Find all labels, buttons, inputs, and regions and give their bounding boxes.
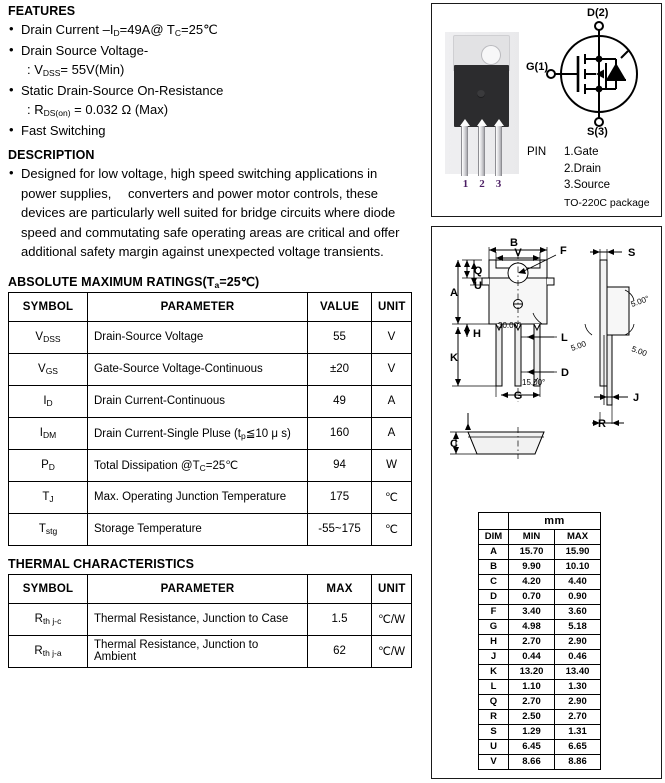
cell-value: 49	[308, 385, 372, 417]
table-row	[9, 321, 412, 353]
cell-value: 94	[308, 449, 372, 481]
cell-value: 62	[308, 635, 372, 667]
dimension-table-corner	[479, 513, 509, 530]
column-header: SYMBOL	[9, 292, 88, 321]
package-outline-drawing	[432, 227, 661, 507]
dimension-row	[479, 620, 601, 635]
column-header: UNIT	[372, 574, 412, 603]
dimension-min: 3.40	[509, 605, 555, 620]
dim-letter-U: U	[474, 280, 482, 292]
cell-unit: ℃/W	[372, 635, 412, 667]
dimension-max: 1.30	[555, 680, 601, 695]
pin-label: PIN	[527, 146, 547, 158]
schematic-gate-label: G(1)	[526, 61, 548, 73]
dimension-max: 2.70	[555, 710, 601, 725]
cell-parameter: Drain Current-Continuous	[88, 385, 308, 417]
dimension-letter: J	[479, 650, 509, 665]
cell-symbol: $P_D$	[9, 449, 88, 481]
cell-value: 160	[308, 417, 372, 449]
dim-letter-Q: Q	[473, 265, 483, 277]
column-header: VALUE	[308, 292, 372, 321]
dimension-letter: V	[479, 755, 509, 770]
package-dimple	[477, 90, 485, 98]
cell-symbol: $V_{GS}$	[9, 353, 88, 385]
cell-unit: ℃	[372, 513, 412, 545]
dimension-table-container	[478, 512, 601, 770]
dim-letter-G: G	[513, 390, 523, 402]
dimension-min: 0.44	[509, 650, 555, 665]
package-lead-3	[495, 124, 502, 176]
dimension-row	[479, 755, 601, 770]
dimension-min: 2.50	[509, 710, 555, 725]
dimension-letter: C	[479, 575, 509, 590]
dimension-min: 6.45	[509, 740, 555, 755]
dimension-row	[479, 545, 601, 560]
package-and-symbol-panel	[431, 3, 662, 217]
table-row	[9, 481, 412, 513]
description-heading: DESCRIPTION	[8, 148, 95, 162]
dimension-letter: B	[479, 560, 509, 575]
dimension-min: 15.70	[509, 545, 555, 560]
cell-parameter: Storage Temperature	[88, 513, 308, 545]
dim-letter-J: J	[633, 392, 640, 404]
table-header-row	[9, 574, 412, 603]
cell-unit: ℃/W	[372, 603, 412, 635]
dimension-max: 13.40	[555, 665, 601, 680]
cell-symbol: $T_{stg}$	[9, 513, 88, 545]
schematic-drain-label: D(2)	[587, 7, 609, 19]
feature-item: • Static Drain-Source On-Resistance	[8, 81, 416, 100]
cell-unit: ℃	[372, 481, 412, 513]
table-row	[9, 603, 412, 635]
pin-assignment-block	[527, 144, 665, 211]
dim-letter-V: V	[514, 247, 522, 259]
package-lead-2	[478, 124, 485, 176]
dimension-letter: D	[479, 590, 509, 605]
dim-letter-B: B	[510, 237, 518, 249]
dimension-max: 6.65	[555, 740, 601, 755]
pin-list	[527, 144, 665, 194]
dimension-letter: K	[479, 665, 509, 680]
pin-number-2: 2	[479, 178, 485, 190]
dimension-row	[479, 740, 601, 755]
table-row	[9, 449, 412, 481]
absolute-max-ratings-heading: ABSOLUTE MAXIMUM $RATINGS(T_a=25℃)$	[8, 274, 260, 290]
dimension-letter: F	[479, 605, 509, 620]
schematic-source-label: S(3)	[587, 126, 608, 138]
dimension-letter: U	[479, 740, 509, 755]
dim-letter-D: D	[561, 367, 569, 379]
column-header: SYMBOL	[9, 574, 88, 603]
cell-symbol: $T_J$	[9, 481, 88, 513]
dimension-min: 4.98	[509, 620, 555, 635]
dimension-table-header-row	[479, 530, 601, 545]
cell-parameter: Gate-Source Voltage-Continuous	[88, 353, 308, 385]
mosfet-schematic-symbol	[524, 6, 663, 142]
package-lead-1	[461, 124, 468, 176]
cell-parameter: Total Dissipation $@T_C=25℃$	[88, 449, 308, 481]
cell-parameter: Max. Operating Junction Temperature	[88, 481, 308, 513]
dimension-row	[479, 665, 601, 680]
dimension-letter: A	[479, 545, 509, 560]
dimension-row	[479, 635, 601, 650]
table-header-row	[9, 292, 412, 321]
cell-unit: W	[372, 449, 412, 481]
package-type-label: TO-220C package	[564, 196, 650, 209]
dimension-row	[479, 590, 601, 605]
dimension-max: 1.31	[555, 725, 601, 740]
dimension-column-header: MIN	[509, 530, 555, 545]
dimension-min: 13.20	[509, 665, 555, 680]
dimension-row	[479, 605, 601, 620]
dimension-letter: R	[479, 710, 509, 725]
dimension-column-header: MAX	[555, 530, 601, 545]
thermal-characteristics-heading: THERMAL CHARACTERISTICS	[8, 556, 195, 571]
cell-symbol: $R_{th j-c}$	[9, 603, 88, 635]
dimension-max: 2.90	[555, 695, 601, 710]
dimension-letter: Q	[479, 695, 509, 710]
dim-letter-C: C	[450, 438, 458, 450]
dimension-row	[479, 695, 601, 710]
cell-value: -55~175	[308, 513, 372, 545]
dimension-max: 10.10	[555, 560, 601, 575]
feature-item: • Drain Current $-I_D=49A@$ $T_C=25℃$	[8, 20, 416, 41]
feature-item: • Fast Switching	[8, 121, 416, 140]
cell-value: 175	[308, 481, 372, 513]
dimension-max: 3.60	[555, 605, 601, 620]
angle-annotation-15: 15.00°	[522, 378, 546, 387]
cell-parameter: Drain Current-Single Pluse ($t_p≦10$ μ s)	[88, 417, 308, 449]
dimension-min: 9.90	[509, 560, 555, 575]
cell-unit: A	[372, 385, 412, 417]
angle-annotation-5a: 5.00°	[629, 293, 651, 309]
mosfet-symbol-icon	[524, 6, 663, 142]
dimension-min: 2.70	[509, 635, 555, 650]
dimension-max: 0.46	[555, 650, 601, 665]
dimension-unit-header: mm	[509, 513, 601, 530]
angle-annotation-30: 30.00°	[498, 321, 522, 330]
dim-letter-K: K	[450, 352, 458, 364]
column-header: PARAMETER	[88, 292, 308, 321]
package-pin-numbers	[445, 178, 519, 190]
dim-letter-A: A	[450, 287, 458, 299]
cell-symbol: $V_{DSS}$	[9, 321, 88, 353]
dimension-min: 4.20	[509, 575, 555, 590]
table-row	[9, 385, 412, 417]
dim-letter-F: F	[560, 245, 567, 257]
dimension-row	[479, 575, 601, 590]
dim-letter-H: H	[473, 328, 481, 340]
table-row	[9, 417, 412, 449]
dimension-letter: G	[479, 620, 509, 635]
thermal-characteristics-table	[8, 574, 412, 668]
feature-item: • Drain Source Voltage-	[8, 41, 416, 60]
dimension-table-unit-row	[479, 513, 601, 530]
pin-number-3: 3	[495, 178, 502, 190]
dimension-letter: L	[479, 680, 509, 695]
dimension-max: 4.40	[555, 575, 601, 590]
dimension-min: 0.70	[509, 590, 555, 605]
dimension-row	[479, 650, 601, 665]
dim-letter-S: S	[628, 247, 636, 259]
cell-unit: A	[372, 417, 412, 449]
dimension-row	[479, 680, 601, 695]
column-header: MAX	[308, 574, 372, 603]
dimension-max: 15.90	[555, 545, 601, 560]
features-heading: FEATURES	[8, 4, 76, 18]
dimension-row	[479, 560, 601, 575]
dimension-min: 1.10	[509, 680, 555, 695]
datasheet-right-column	[428, 0, 665, 783]
package-mounting-hole	[481, 45, 501, 65]
angle-annotation-5b: 5.00	[630, 344, 649, 359]
pin-number-1: 1	[462, 178, 469, 190]
cell-unit: V	[372, 353, 412, 385]
dim-letter-L: L	[561, 332, 568, 344]
cell-value: ±20	[308, 353, 372, 385]
table-row	[9, 513, 412, 545]
features-list	[8, 20, 416, 140]
table-row	[9, 353, 412, 385]
dimension-min: 1.29	[509, 725, 555, 740]
cell-unit: V	[372, 321, 412, 353]
feature-item: : $R_{DS(on)} = 0.032$ Ω (Max)	[27, 102, 169, 118]
dimension-min: 2.70	[509, 695, 555, 710]
dimension-min: 8.66	[509, 755, 555, 770]
absolute-max-ratings-table	[8, 292, 412, 546]
cell-value: 55	[308, 321, 372, 353]
cell-value: 1.5	[308, 603, 372, 635]
angle-annotation-5c: 5.00	[569, 339, 588, 353]
dimension-letter: S	[479, 725, 509, 740]
dimension-max: 8.86	[555, 755, 601, 770]
column-header: PARAMETER	[88, 574, 308, 603]
dimension-row	[479, 725, 601, 740]
dimension-max: 5.18	[555, 620, 601, 635]
column-header: UNIT	[372, 292, 412, 321]
pin-list-item: 2.Drain	[564, 162, 602, 175]
cell-parameter: Thermal Resistance, Junction to Ambient	[88, 635, 308, 667]
table-row	[9, 635, 412, 667]
cell-symbol: $R_{th j-a}$	[9, 635, 88, 667]
cell-parameter: Thermal Resistance, Junction to Case	[88, 603, 308, 635]
pin-list-item: 3.Source	[564, 179, 611, 191]
description-text: • Designed for low voltage, high speed switching applications in power supplies, converters and power motor controls, these devices are particularly well suited for bridge circuits where diode speed and commutating safe operating areas are critical and offer additional safety margin against unexpected voltage transients.	[8, 164, 412, 262]
cell-symbol: $I_D$	[9, 385, 88, 417]
pin-list-item: 1.Gate	[564, 146, 599, 158]
cell-symbol: $I_{DM}$	[9, 417, 88, 449]
dimension-row	[479, 710, 601, 725]
to220-package-photo	[445, 32, 519, 174]
dimension-letter: H	[479, 635, 509, 650]
package-body	[454, 65, 509, 127]
dimension-column-header: DIM	[479, 530, 509, 545]
dim-letter-R: R	[598, 418, 606, 430]
mechanical-drawing-panel	[431, 226, 662, 779]
cell-parameter: Drain-Source Voltage	[88, 321, 308, 353]
dimension-table	[478, 512, 601, 770]
feature-item: : $V_{DSS}= 55V(Min)$	[27, 62, 125, 78]
dimension-max: 2.90	[555, 635, 601, 650]
dimension-max: 0.90	[555, 590, 601, 605]
